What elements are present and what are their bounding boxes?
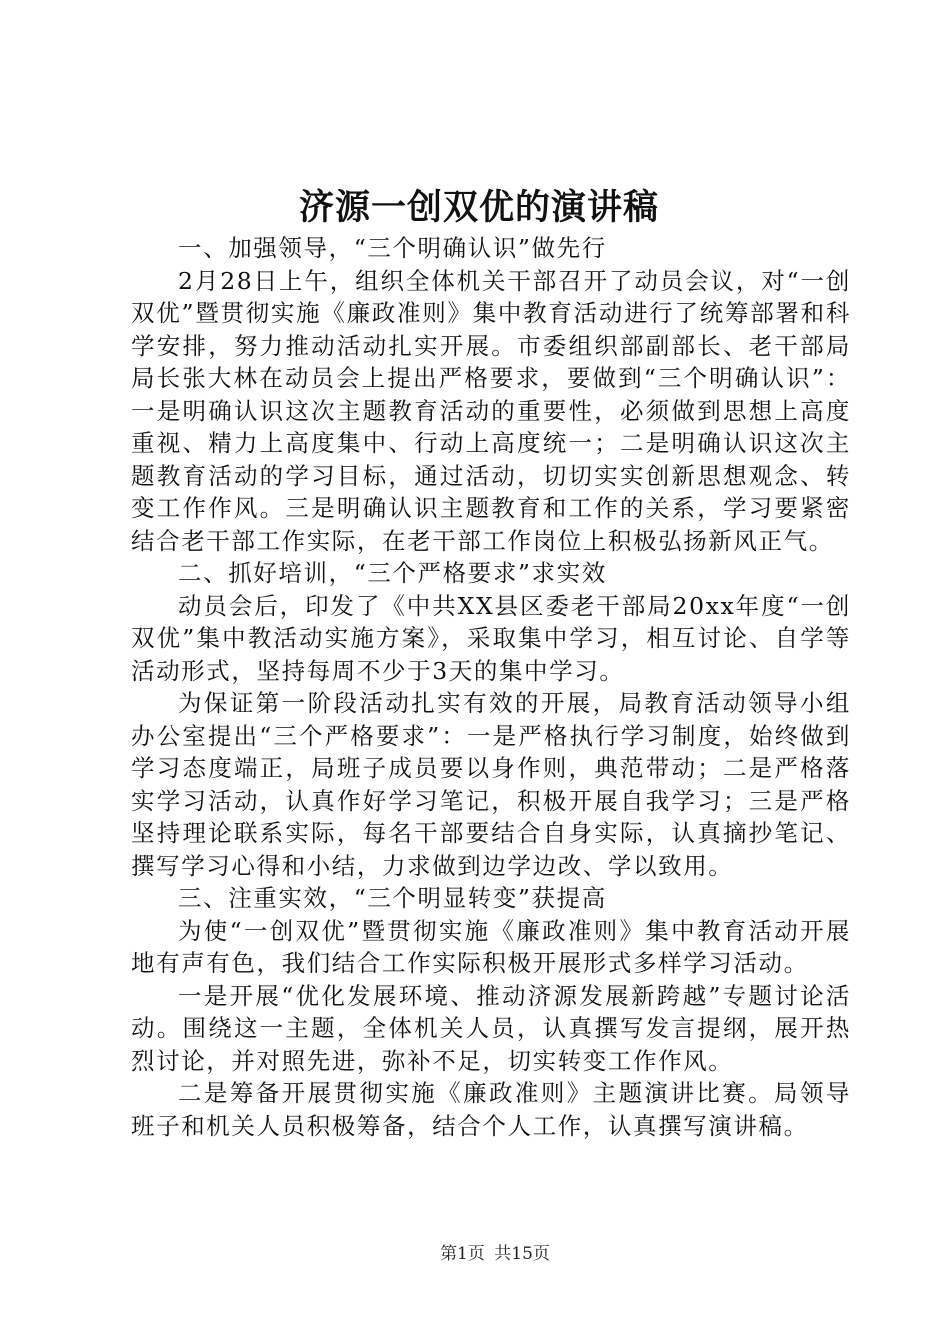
total-pages-label: 共15页 bbox=[494, 1244, 550, 1264]
section-heading-3: 三、注重实效，“三个明显转变”获提高 bbox=[178, 884, 607, 912]
document-body bbox=[131, 232, 851, 1142]
section-heading-1: 一、加强领导，“三个明确认识”做先行 bbox=[178, 234, 607, 262]
document-title: 济源一创双优的演讲稿 bbox=[298, 187, 659, 228]
paragraph-5: 一是开展“优化发展环境、推动济源发展新跨越”专题讨论活动。围绕这一主题，全体机关人员，认真撰写发言提纲，展开热烈讨论，并对照先进，弥补不足，切实转变工作作风。 bbox=[131, 981, 851, 1075]
section-heading-2: 二、抓好培训，“三个严格要求”求实效 bbox=[178, 559, 607, 587]
page-footer bbox=[0, 1242, 950, 1266]
paragraph-1: 2月28日上午，组织全体机关干部召开了动员会议，对“一创双优”暨贯彻实施《廉政准则》集中教育活动进行了统筹部署和科学安排，努力推动活动扎实开展。市委组织部副部长、老干部局局长张大林在动员会上提出严格要求，要做到“三个明确认识”：一是明确认识这次主题教育活动的重要性，必须做到思想上高度重视、精力上高度集中、行动上高度统一；二是明确认识这次主题教育活动的学习目标，通过活动，切切实实创新思想观念、转变工作作风。三是明确认识主题教育和工作的关系，学习要紧密结合老干部工作实际，在老干部工作岗位上积极弘扬新风正气。 bbox=[131, 266, 851, 555]
paragraph-2: 动员会后，印发了《中共XX县区委老干部局20xx年度“一创双优”集中教活动实施方案》，采取集中学习，相互讨论、自学等活动形式，坚持每周不少于3天的集中学习。 bbox=[131, 591, 851, 685]
paragraph-3: 为保证第一阶段活动扎实有效的开展，局教育活动领导小组办公室提出“三个严格要求”：一是严格执行学习制度，始终做到学习态度端正，局班子成员要以身作则，典范带动；二是严格落实学习活动，认真作好学习笔记，积极开展自我学习；三是严格坚持理论联系实际，每名干部要结合自身实际，认真摘抄笔记、撰写学习心得和小结，力求做到边学边改、学以致用。 bbox=[131, 689, 851, 880]
paragraph-4: 为使“一创双优”暨贯彻实施《廉政准则》集中教育活动开展地有声有色，我们结合工作实际积极开展形式多样学习活动。 bbox=[131, 916, 851, 977]
current-page-label: 第1页 bbox=[440, 1244, 485, 1264]
paragraph-6: 二是筹备开展贯彻实施《廉政准则》主题演讲比赛。局领导班子和机关人员积极筹备，结合个人工作，认真撰写演讲稿。 bbox=[131, 1079, 851, 1140]
